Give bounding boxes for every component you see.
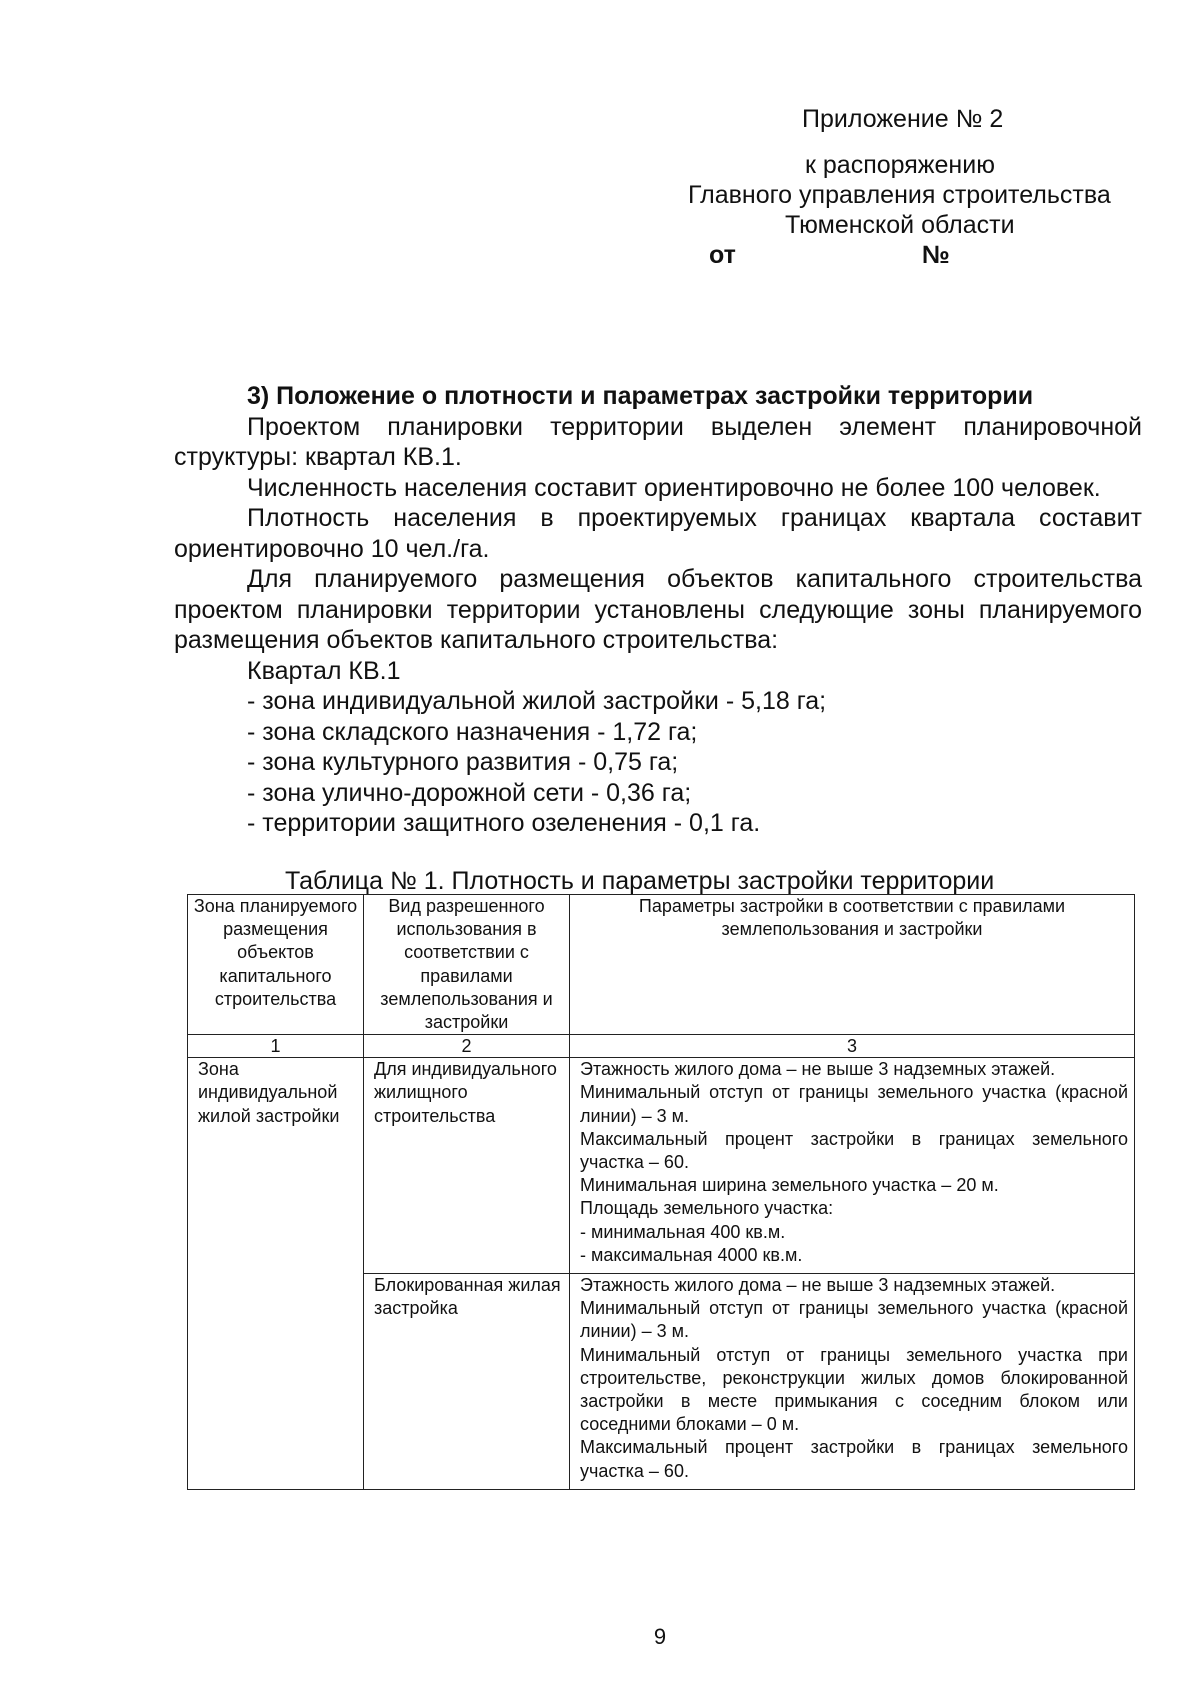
paragraph-population: Численность населения составит ориентировочно не более 100 человек. xyxy=(247,473,1101,502)
param-line: Максимальный процент застройки в границах земельного участка – 60. xyxy=(580,1128,1128,1173)
column-number: 3 xyxy=(570,1035,1135,1058)
param-line: Площадь земельного участка: xyxy=(580,1198,834,1219)
param-line: Максимальный процент застройки в границах земельного участка – 60. xyxy=(580,1437,1128,1481)
table-caption: Таблица № 1. Плотность и параметры застройки территории xyxy=(285,867,995,895)
appendix-title: Приложение № 2 xyxy=(802,105,1004,133)
use-type-cell: Блокированная жилая застройка xyxy=(364,1274,570,1490)
header-zone: Зона планируемого размещения объектов капитального строительства xyxy=(188,895,364,1035)
zone-list-item: - зона культурного развития - 0,75 га; xyxy=(247,748,679,776)
param-line: Минимальный отступ от границы земельного участка (красной линии) – 3 м. xyxy=(580,1298,1128,1342)
document-body xyxy=(174,381,1142,839)
table-header-row xyxy=(188,895,1135,1035)
column-number: 1 xyxy=(188,1035,364,1058)
header-params: Параметры застройки в соответствии с правилами землепользования и застройки xyxy=(570,895,1135,1035)
use-type-cell: Для индивидуального жилищного строительства xyxy=(364,1058,570,1274)
param-line: - максимальная 4000 кв.м. xyxy=(580,1244,803,1265)
zone-cell: Зона индивидуальной жилой застройки xyxy=(188,1058,364,1490)
quarter-label: Квартал КВ.1 xyxy=(247,656,401,685)
date-label: от xyxy=(709,241,736,269)
zone-list-item: - зона улично-дорожной сети - 0,36 га; xyxy=(247,778,692,807)
number-label: № xyxy=(922,241,950,269)
to-order-line: к распоряжению xyxy=(805,151,995,179)
paragraph-zones-intro: Для планируемого размещения объектов капитального строительства проектом планировки территории установлены следующие зоны планируемого размещения объектов капитального строительства: xyxy=(174,565,1142,654)
header-use-type: Вид разрешенного использования в соответствии с правилами землепользования и застройки xyxy=(364,895,570,1035)
param-line: Этажность жилого дома – не выше 3 надземных этажей. xyxy=(580,1275,1056,1296)
column-number: 2 xyxy=(364,1035,570,1058)
zone-list-item: - зона индивидуальной жилой застройки - 5,18 га; xyxy=(247,687,827,715)
param-line: Минимальный отступ от границы земельного участка при строительстве, реконструкции жилых домов блокированной застройки в месте примыкания с соседним блоком или соседними блоками – 0 м. xyxy=(580,1344,1128,1435)
page-number: 9 xyxy=(653,1624,667,1649)
param-line: Этажность жилого дома – не выше 3 надземных этажей. xyxy=(580,1059,1056,1080)
region-line: Тюменской области xyxy=(785,211,1015,239)
paragraph-structure: Проектом планировки территории выделен элемент планировочной структуры: квартал КВ.1. xyxy=(174,412,1142,471)
zone-list-item: - зона складского назначения - 1,72 га; xyxy=(247,717,698,746)
table-row xyxy=(188,1058,1135,1274)
param-line: Минимальная ширина земельного участка – 20 м. xyxy=(580,1175,999,1196)
department-line: Главного управления строительства xyxy=(688,181,1111,209)
section-heading: 3) Положение о плотности и параметрах застройки территории xyxy=(247,382,1034,410)
params-cell xyxy=(570,1274,1135,1490)
params-cell xyxy=(570,1058,1135,1274)
zone-list-item: - территории защитного озеленения - 0,1 га. xyxy=(247,809,761,837)
parameters-table xyxy=(187,894,1135,1490)
paragraph-density: Плотность населения в проектируемых границах квартала составит ориентировочно 10 чел./га. xyxy=(174,504,1142,563)
column-number-row xyxy=(188,1035,1135,1058)
param-line: - минимальная 400 кв.м. xyxy=(580,1221,786,1242)
param-line: Минимальный отступ от границы земельного участка (красной линии) – 3 м. xyxy=(580,1082,1128,1126)
